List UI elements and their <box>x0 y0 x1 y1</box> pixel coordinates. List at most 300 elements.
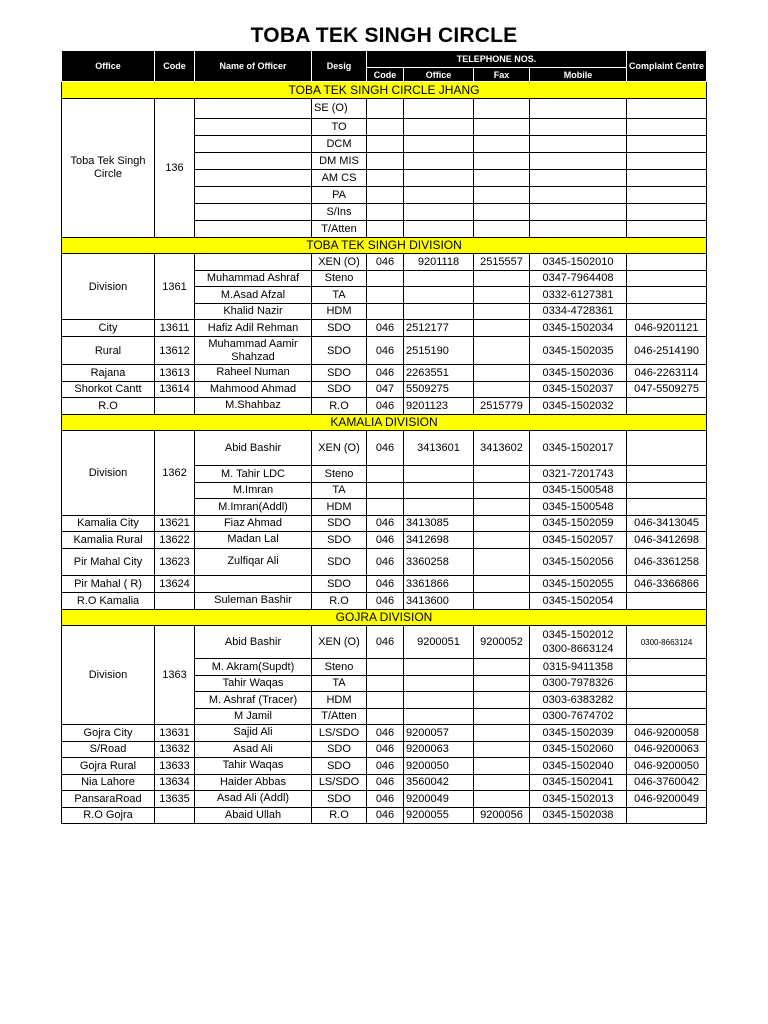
mobile-cell: 0345-1502010 <box>530 254 627 271</box>
mobile-line: 0300-8663124 <box>542 643 614 655</box>
office-cell: PansaraRoad <box>62 791 155 808</box>
officer-name-cell: Madan Lal <box>195 532 312 549</box>
desig-cell: SDO <box>312 791 367 808</box>
table-body <box>62 82 707 824</box>
tel-code-cell: 046 <box>367 398 404 415</box>
office-cell: Nia Lahore <box>62 774 155 791</box>
officer-name-cell: Abaid Ullah <box>195 807 312 824</box>
empty-cell <box>474 186 530 203</box>
tel-office-cell: 3413600 <box>404 592 474 609</box>
empty-cell <box>530 169 627 186</box>
division-row <box>62 626 707 659</box>
sub-office-row <box>62 365 707 382</box>
office-cell: Pir Mahal City <box>62 548 155 575</box>
complaint-cell: 046-9200058 <box>627 725 707 742</box>
office-cell: Shorkot Cantt <box>62 381 155 398</box>
officer-name-cell: Mahmood Ahmad <box>195 381 312 398</box>
tel-office-cell: 9200055 <box>404 807 474 824</box>
tel-code-cell: 046 <box>367 626 404 659</box>
tel-code-cell: 046 <box>367 807 404 824</box>
empty-cell <box>627 152 707 169</box>
complaint-cell: 047-5509275 <box>627 381 707 398</box>
sub-office-row <box>62 575 707 592</box>
office-cell: R.O Kamalia <box>62 592 155 609</box>
empty-cell <box>530 118 627 135</box>
desig-cell: HDM <box>312 692 367 709</box>
code-cell <box>155 807 195 824</box>
division-row <box>62 431 707 466</box>
mobile-cell: 0321-7201743 <box>530 466 627 483</box>
tel-code-cell <box>367 270 404 287</box>
tel-office-cell <box>404 482 474 499</box>
empty-cell <box>367 152 404 169</box>
desig-cell: SDO <box>312 758 367 775</box>
mobile-cell: 0332-6127381 <box>530 287 627 304</box>
tel-fax-cell: 2515557 <box>474 254 530 271</box>
division-code-cell: 1362 <box>155 431 195 516</box>
circle-code-cell: 136 <box>155 98 195 237</box>
officer-name-cell: Tahir Waqas <box>195 675 312 692</box>
officer-name-cell: Asad Ali <box>195 741 312 758</box>
division-office-cell: Division <box>62 626 155 725</box>
empty-cell <box>474 135 530 152</box>
sub-office-row <box>62 741 707 758</box>
desig-cell: XEN (O) <box>312 431 367 466</box>
tel-fax-cell: 9200056 <box>474 807 530 824</box>
tel-code-cell: 046 <box>367 774 404 791</box>
empty-cell <box>474 98 530 118</box>
officer-name-cell: Haider Abbas <box>195 774 312 791</box>
mobile-cell: 0345-1502060 <box>530 741 627 758</box>
empty-cell <box>474 152 530 169</box>
tel-fax-cell <box>474 270 530 287</box>
empty-cell <box>627 118 707 135</box>
tel-code-cell: 046 <box>367 365 404 382</box>
mobile-cell: 0345-1502013 <box>530 791 627 808</box>
tel-fax-cell <box>474 287 530 304</box>
mobile-cell: 0345-1502054 <box>530 592 627 609</box>
empty-cell <box>627 135 707 152</box>
tel-fax-cell <box>474 592 530 609</box>
empty-cell <box>404 118 474 135</box>
tel-office-cell: 9201118 <box>404 254 474 271</box>
desig-cell: HDM <box>312 303 367 320</box>
section-row <box>62 237 707 254</box>
empty-cell <box>404 169 474 186</box>
section-row <box>62 82 707 99</box>
officer-name-cell: Abid Bashir <box>195 626 312 659</box>
mobile-cell: 0345-1502034 <box>530 320 627 337</box>
tel-code-cell: 046 <box>367 741 404 758</box>
officer-name-cell <box>195 203 312 220</box>
complaint-cell: 046-9200050 <box>627 758 707 775</box>
tel-office-cell <box>404 708 474 725</box>
empty-cell <box>404 98 474 118</box>
tel-fax-cell: 3413602 <box>474 431 530 466</box>
empty-cell <box>530 152 627 169</box>
tel-code-cell: 046 <box>367 791 404 808</box>
tel-code-cell <box>367 303 404 320</box>
sub-office-row <box>62 807 707 824</box>
tel-fax-cell <box>474 365 530 382</box>
empty-cell <box>530 203 627 220</box>
code-cell: 13614 <box>155 381 195 398</box>
complaint-cell <box>627 466 707 483</box>
desig-cell: SDO <box>312 741 367 758</box>
header-tel-fax: Fax <box>474 68 530 82</box>
header-tel-mobile: Mobile <box>530 68 627 82</box>
mobile-cell <box>530 626 627 659</box>
tel-fax-cell: 9200052 <box>474 626 530 659</box>
complaint-cell <box>627 270 707 287</box>
tel-code-cell: 046 <box>367 532 404 549</box>
officer-name-cell: Asad Ali (Addl) <box>195 791 312 808</box>
officer-name-cell <box>195 135 312 152</box>
empty-cell <box>627 220 707 237</box>
desig-cell: AM CS <box>312 169 367 186</box>
officer-name-cell: M.Imran(Addl) <box>195 499 312 516</box>
desig-cell: SDO <box>312 320 367 337</box>
empty-cell <box>627 98 707 118</box>
code-cell: 13611 <box>155 320 195 337</box>
tel-fax-cell <box>474 708 530 725</box>
tel-fax-cell <box>474 381 530 398</box>
sub-office-row <box>62 320 707 337</box>
officer-name-cell: M.Imran <box>195 482 312 499</box>
empty-cell <box>627 186 707 203</box>
officer-name-cell: M. Akram(Supdt) <box>195 659 312 676</box>
office-cell: Kamalia City <box>62 515 155 532</box>
header-telephone: TELEPHONE NOS. <box>367 51 627 68</box>
mobile-cell: 0303-6383282 <box>530 692 627 709</box>
tel-fax-cell <box>474 741 530 758</box>
sub-office-row <box>62 532 707 549</box>
complaint-cell: 046-3412698 <box>627 532 707 549</box>
desig-cell: DM MIS <box>312 152 367 169</box>
mobile-cell: 0345-1502055 <box>530 575 627 592</box>
division-office-cell: Division <box>62 254 155 320</box>
tel-code-cell <box>367 482 404 499</box>
mobile-cell: 0345-1502039 <box>530 725 627 742</box>
empty-cell <box>474 220 530 237</box>
sub-office-row <box>62 725 707 742</box>
tel-fax-cell <box>474 774 530 791</box>
directory-table <box>61 50 707 824</box>
complaint-cell: 046-3413045 <box>627 515 707 532</box>
code-cell: 13623 <box>155 548 195 575</box>
code-cell: 13621 <box>155 515 195 532</box>
tel-code-cell: 046 <box>367 337 404 365</box>
tel-office-cell: 9200049 <box>404 791 474 808</box>
tel-code-cell: 046 <box>367 431 404 466</box>
mobile-cell: 0300-7674702 <box>530 708 627 725</box>
empty-cell <box>367 169 404 186</box>
desig-cell: S/Ins <box>312 203 367 220</box>
desig-cell: Steno <box>312 270 367 287</box>
empty-cell <box>404 203 474 220</box>
tel-office-cell: 3412698 <box>404 532 474 549</box>
tel-code-cell: 047 <box>367 381 404 398</box>
tel-office-cell: 9200057 <box>404 725 474 742</box>
tel-office-cell <box>404 499 474 516</box>
tel-fax-cell <box>474 692 530 709</box>
tel-fax-cell: 2515779 <box>474 398 530 415</box>
tel-code-cell <box>367 466 404 483</box>
officer-name-cell: M. Ashraf (Tracer) <box>195 692 312 709</box>
mobile-cell: 0345-1502041 <box>530 774 627 791</box>
tel-office-cell <box>404 692 474 709</box>
tel-fax-cell <box>474 548 530 575</box>
sub-office-row <box>62 774 707 791</box>
complaint-cell <box>627 398 707 415</box>
complaint-cell <box>627 499 707 516</box>
tel-office-cell: 3413601 <box>404 431 474 466</box>
complaint-cell <box>627 287 707 304</box>
officer-name-cell <box>195 254 312 271</box>
desig-cell: SDO <box>312 337 367 365</box>
tel-code-cell: 046 <box>367 515 404 532</box>
complaint-cell: 046-9200049 <box>627 791 707 808</box>
desig-cell: TA <box>312 675 367 692</box>
page-title: TOBA TEK SINGH CIRCLE <box>250 24 518 47</box>
mobile-cell: 0345-1502036 <box>530 365 627 382</box>
officer-name-cell: Hafiz Adil Rehman <box>195 320 312 337</box>
desig-cell: TA <box>312 287 367 304</box>
desig-cell: SDO <box>312 575 367 592</box>
officer-name-cell: Suleman Bashir <box>195 592 312 609</box>
section-row <box>62 414 707 431</box>
desig-cell: TO <box>312 118 367 135</box>
tel-office-cell: 3413085 <box>404 515 474 532</box>
tel-code-cell: 046 <box>367 254 404 271</box>
tel-office-cell <box>404 303 474 320</box>
complaint-cell <box>627 431 707 466</box>
empty-cell <box>404 186 474 203</box>
code-cell: 13613 <box>155 365 195 382</box>
officer-name-cell <box>195 186 312 203</box>
mobile-cell: 0347-7964408 <box>530 270 627 287</box>
sub-office-row <box>62 337 707 365</box>
complaint-cell: 046-2514190 <box>627 337 707 365</box>
tel-fax-cell <box>474 466 530 483</box>
code-cell: 13622 <box>155 532 195 549</box>
officer-name-cell: M.Shahbaz <box>195 398 312 415</box>
tel-office-cell: 9200050 <box>404 758 474 775</box>
officer-name-cell <box>195 220 312 237</box>
desig-cell: Steno <box>312 466 367 483</box>
tel-fax-cell <box>474 482 530 499</box>
section-heading: KAMALIA DIVISION <box>62 414 707 431</box>
circle-office-cell: Toba Tek Singh Circle <box>62 98 155 237</box>
tel-office-cell: 3360258 <box>404 548 474 575</box>
desig-cell: R.O <box>312 807 367 824</box>
desig-cell: TA <box>312 482 367 499</box>
desig-cell: SDO <box>312 381 367 398</box>
desig-cell: PA <box>312 186 367 203</box>
officer-name-cell: Raheel Numan <box>195 365 312 382</box>
office-cell: Pir Mahal ( R) <box>62 575 155 592</box>
empty-cell <box>367 203 404 220</box>
code-cell: 13635 <box>155 791 195 808</box>
empty-cell <box>530 220 627 237</box>
officer-name-cell <box>195 575 312 592</box>
division-code-cell: 1361 <box>155 254 195 320</box>
tel-fax-cell <box>474 532 530 549</box>
tel-fax-cell <box>474 725 530 742</box>
tel-office-cell <box>404 287 474 304</box>
desig-cell: LS/SDO <box>312 774 367 791</box>
division-row <box>62 254 707 271</box>
section-heading: GOJRA DIVISION <box>62 609 707 626</box>
header-tel-code: Code <box>367 68 404 82</box>
complaint-cell <box>627 303 707 320</box>
mobile-cell: 0345-1502037 <box>530 381 627 398</box>
tel-code-cell: 046 <box>367 758 404 775</box>
code-cell: 13634 <box>155 774 195 791</box>
division-office-cell: Division <box>62 431 155 516</box>
tel-fax-cell <box>474 337 530 365</box>
empty-cell <box>530 135 627 152</box>
code-cell: 13612 <box>155 337 195 365</box>
empty-cell <box>530 98 627 118</box>
empty-cell <box>367 135 404 152</box>
desig-cell: LS/SDO <box>312 725 367 742</box>
header-desig: Desig <box>312 51 367 82</box>
office-cell: Gojra City <box>62 725 155 742</box>
tel-fax-cell <box>474 499 530 516</box>
office-cell: Kamalia Rural <box>62 532 155 549</box>
officer-name-cell: M Jamil <box>195 708 312 725</box>
complaint-cell <box>627 692 707 709</box>
officer-name-cell: Muhammad Aamir Shahzad <box>195 337 312 365</box>
tel-office-cell <box>404 675 474 692</box>
header-tel-office: Office <box>404 68 474 82</box>
complaint-cell: 046-2263114 <box>627 365 707 382</box>
empty-cell <box>367 186 404 203</box>
tel-office-cell <box>404 659 474 676</box>
desig-cell: DCM <box>312 135 367 152</box>
empty-cell <box>530 186 627 203</box>
officer-name-cell <box>195 118 312 135</box>
tel-fax-cell <box>474 758 530 775</box>
mobile-cell: 0345-1502059 <box>530 515 627 532</box>
tel-code-cell <box>367 499 404 516</box>
complaint-cell: 0300-8663124 <box>627 626 707 659</box>
mobile-cell: 0345-1500548 <box>530 482 627 499</box>
desig-cell: R.O <box>312 592 367 609</box>
tel-code-cell: 046 <box>367 575 404 592</box>
header-office: Office <box>62 51 155 82</box>
tel-fax-cell <box>474 515 530 532</box>
code-cell: 13624 <box>155 575 195 592</box>
tel-code-cell <box>367 287 404 304</box>
empty-cell <box>367 118 404 135</box>
tel-fax-cell <box>474 575 530 592</box>
tel-office-cell: 2515190 <box>404 337 474 365</box>
mobile-cell: 0300-7978326 <box>530 675 627 692</box>
complaint-cell <box>627 592 707 609</box>
tel-office-cell: 2263551 <box>404 365 474 382</box>
office-cell: R.O <box>62 398 155 415</box>
desig-cell: Steno <box>312 659 367 676</box>
complaint-cell: 046-3361258 <box>627 548 707 575</box>
empty-cell <box>627 203 707 220</box>
empty-cell <box>367 98 404 118</box>
tel-code-cell <box>367 675 404 692</box>
tel-code-cell: 046 <box>367 548 404 575</box>
tel-code-cell <box>367 659 404 676</box>
empty-cell <box>474 203 530 220</box>
office-cell: Rajana <box>62 365 155 382</box>
sub-office-row <box>62 791 707 808</box>
sub-office-row <box>62 548 707 575</box>
empty-cell <box>474 169 530 186</box>
mobile-cell: 0345-1502040 <box>530 758 627 775</box>
mobile-cell: 0315-9411358 <box>530 659 627 676</box>
mobile-cell: 0345-1502056 <box>530 548 627 575</box>
desig-cell: SDO <box>312 365 367 382</box>
desig-cell: SDO <box>312 515 367 532</box>
office-cell: R.O Gojra <box>62 807 155 824</box>
office-cell: City <box>62 320 155 337</box>
officer-name-cell: Abid Bashir <box>195 431 312 466</box>
desig-cell: SDO <box>312 548 367 575</box>
mobile-cell: 0345-1502057 <box>530 532 627 549</box>
header-name: Name of Officer <box>195 51 312 82</box>
office-cell: S/Road <box>62 741 155 758</box>
division-code-cell: 1363 <box>155 626 195 725</box>
code-cell: 13632 <box>155 741 195 758</box>
tel-office-cell <box>404 270 474 287</box>
desig-cell: T/Atten <box>312 708 367 725</box>
tel-code-cell: 046 <box>367 592 404 609</box>
desig-cell: SE (O) <box>312 98 367 118</box>
tel-fax-cell <box>474 303 530 320</box>
officer-name-cell <box>195 98 312 118</box>
tel-code-cell: 046 <box>367 725 404 742</box>
desig-cell: SDO <box>312 532 367 549</box>
officer-name-cell: Zulfiqar Ali <box>195 548 312 575</box>
complaint-cell: 046-9201121 <box>627 320 707 337</box>
code-cell: 13633 <box>155 758 195 775</box>
complaint-cell <box>627 254 707 271</box>
officer-name-cell <box>195 152 312 169</box>
tel-fax-cell <box>474 320 530 337</box>
complaint-cell <box>627 659 707 676</box>
desig-cell: HDM <box>312 499 367 516</box>
tel-code-cell <box>367 692 404 709</box>
mobile-cell: 0345-1500548 <box>530 499 627 516</box>
desig-cell: T/Atten <box>312 220 367 237</box>
empty-cell <box>404 220 474 237</box>
tel-office-cell: 3361866 <box>404 575 474 592</box>
tel-office-cell: 3560042 <box>404 774 474 791</box>
officer-name-cell <box>195 169 312 186</box>
officer-name-cell: Fiaz Ahmad <box>195 515 312 532</box>
desig-cell: R.O <box>312 398 367 415</box>
tel-office-cell: 5509275 <box>404 381 474 398</box>
desig-cell: XEN (O) <box>312 626 367 659</box>
mobile-cell: 0345-1502035 <box>530 337 627 365</box>
office-cell: Rural <box>62 337 155 365</box>
tel-fax-cell <box>474 675 530 692</box>
office-cell: Gojra Rural <box>62 758 155 775</box>
complaint-cell: 046-3760042 <box>627 774 707 791</box>
empty-cell <box>404 152 474 169</box>
sub-office-row <box>62 398 707 415</box>
officer-name-cell: Tahir Waqas <box>195 758 312 775</box>
section-heading: TOBA TEK SINGH CIRCLE JHANG <box>62 82 707 99</box>
